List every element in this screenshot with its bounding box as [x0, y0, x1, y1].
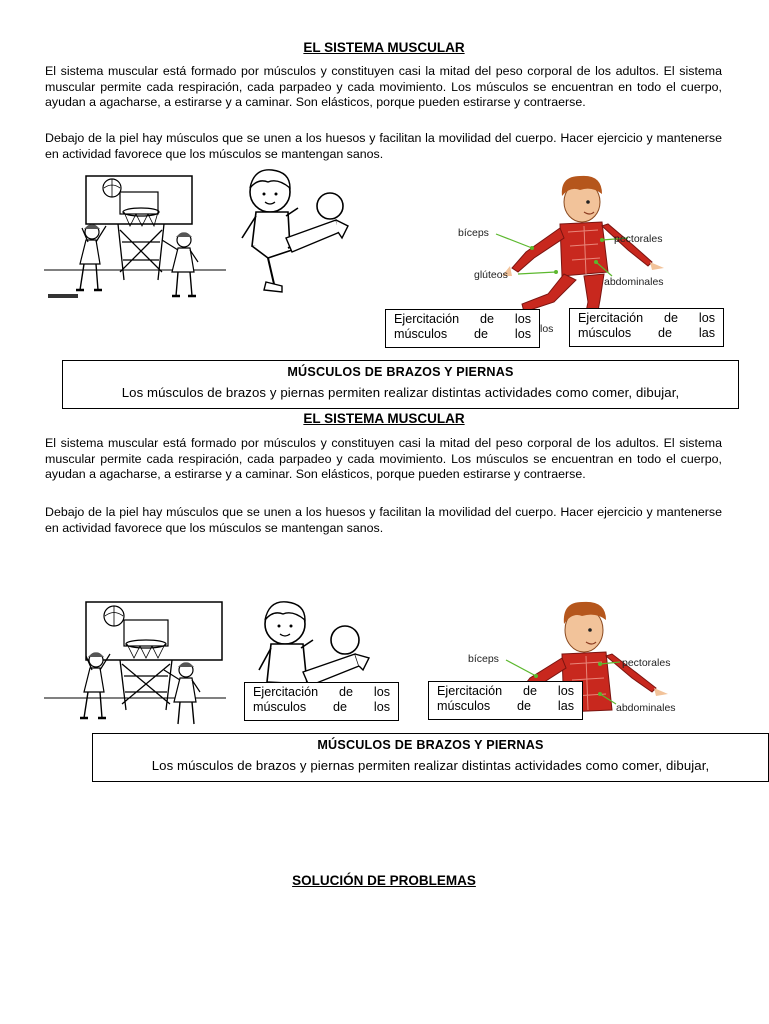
box-heading-2: MÚSCULOS DE BRAZOS Y PIERNAS: [317, 738, 544, 752]
label-pectorales-2: pectorales: [622, 657, 671, 669]
label-abdominales: abdominales: [604, 276, 664, 288]
box-text: Los músculos de brazos y piernas permiten realizar distintas actividades como comer, dibujar,: [121, 385, 680, 400]
label-biceps-2: bíceps: [468, 653, 499, 665]
basketball-illustration-2: [44, 598, 226, 728]
callout-right-2: Ejercitación de los músculos de las: [428, 681, 583, 720]
section1-paragraph2: Debajo de la piel hay músculos que se unen a los huesos y facilitan la movilidad del cuerpo. Hacer ejercicio y mantenerse en actividad favorece que los músculos se mantengan sanos.: [45, 131, 722, 161]
section1-paragraph1: El sistema muscular está formado por músculos y constituyen casi la mitad del peso corporal de los adultos. El sistema muscular permite cada respiración, cada parpadeo y cada movimiento. Los músculos se encuentran en todo el cuerpo, ayudan a agacharse, a estirarse y a caminar. Son elásticos, porque pueden estirarse y contraerse.: [45, 64, 722, 109]
callout-right: Ejercitación de los músculos de las: [569, 308, 724, 347]
section3-title: SOLUCIÓN DE PROBLEMAS: [292, 873, 476, 888]
section2-paragraph1: El sistema muscular está formado por músculos y constituyen casi la mitad del peso corporal de los adultos. El sistema muscular permite cada respiración, cada parpadeo y cada movimiento. Los músculos se encuentran en todo el cuerpo, ayudan a agacharse, a estirarse y a caminar. Son elásticos, porque pueden estirarse y contraerse.: [45, 436, 722, 481]
callout-left: Ejercitación de los músculos de los: [385, 309, 540, 348]
label-pectorales: pectorales: [614, 233, 663, 245]
label-gluteos: glúteos: [474, 269, 508, 281]
label-abdominales-2: abdominales: [616, 702, 676, 714]
box-text-2: Los músculos de brazos y piernas permiten realizar distintas actividades como comer, dibujar,: [151, 758, 710, 773]
label-partial: los: [540, 323, 554, 335]
arms-legs-box-2: [92, 733, 769, 782]
soccer-boy-illustration: [238, 166, 370, 298]
section1-title: EL SISTEMA MUSCULAR: [303, 40, 465, 55]
callout-left-2: Ejercitación de los músculos de los: [244, 682, 399, 721]
basketball-illustration: [44, 172, 226, 302]
box-heading: MÚSCULOS DE BRAZOS Y PIERNAS: [287, 365, 514, 379]
section2-title: EL SISTEMA MUSCULAR: [303, 411, 465, 426]
section2-paragraph2: Debajo de la piel hay músculos que se unen a los huesos y facilitan la movilidad del cuerpo. Hacer ejercicio y mantenerse en actividad favorece que los músculos se mantengan sanos.: [45, 505, 722, 535]
arms-legs-box: [62, 360, 739, 409]
label-biceps: bíceps: [458, 227, 489, 239]
